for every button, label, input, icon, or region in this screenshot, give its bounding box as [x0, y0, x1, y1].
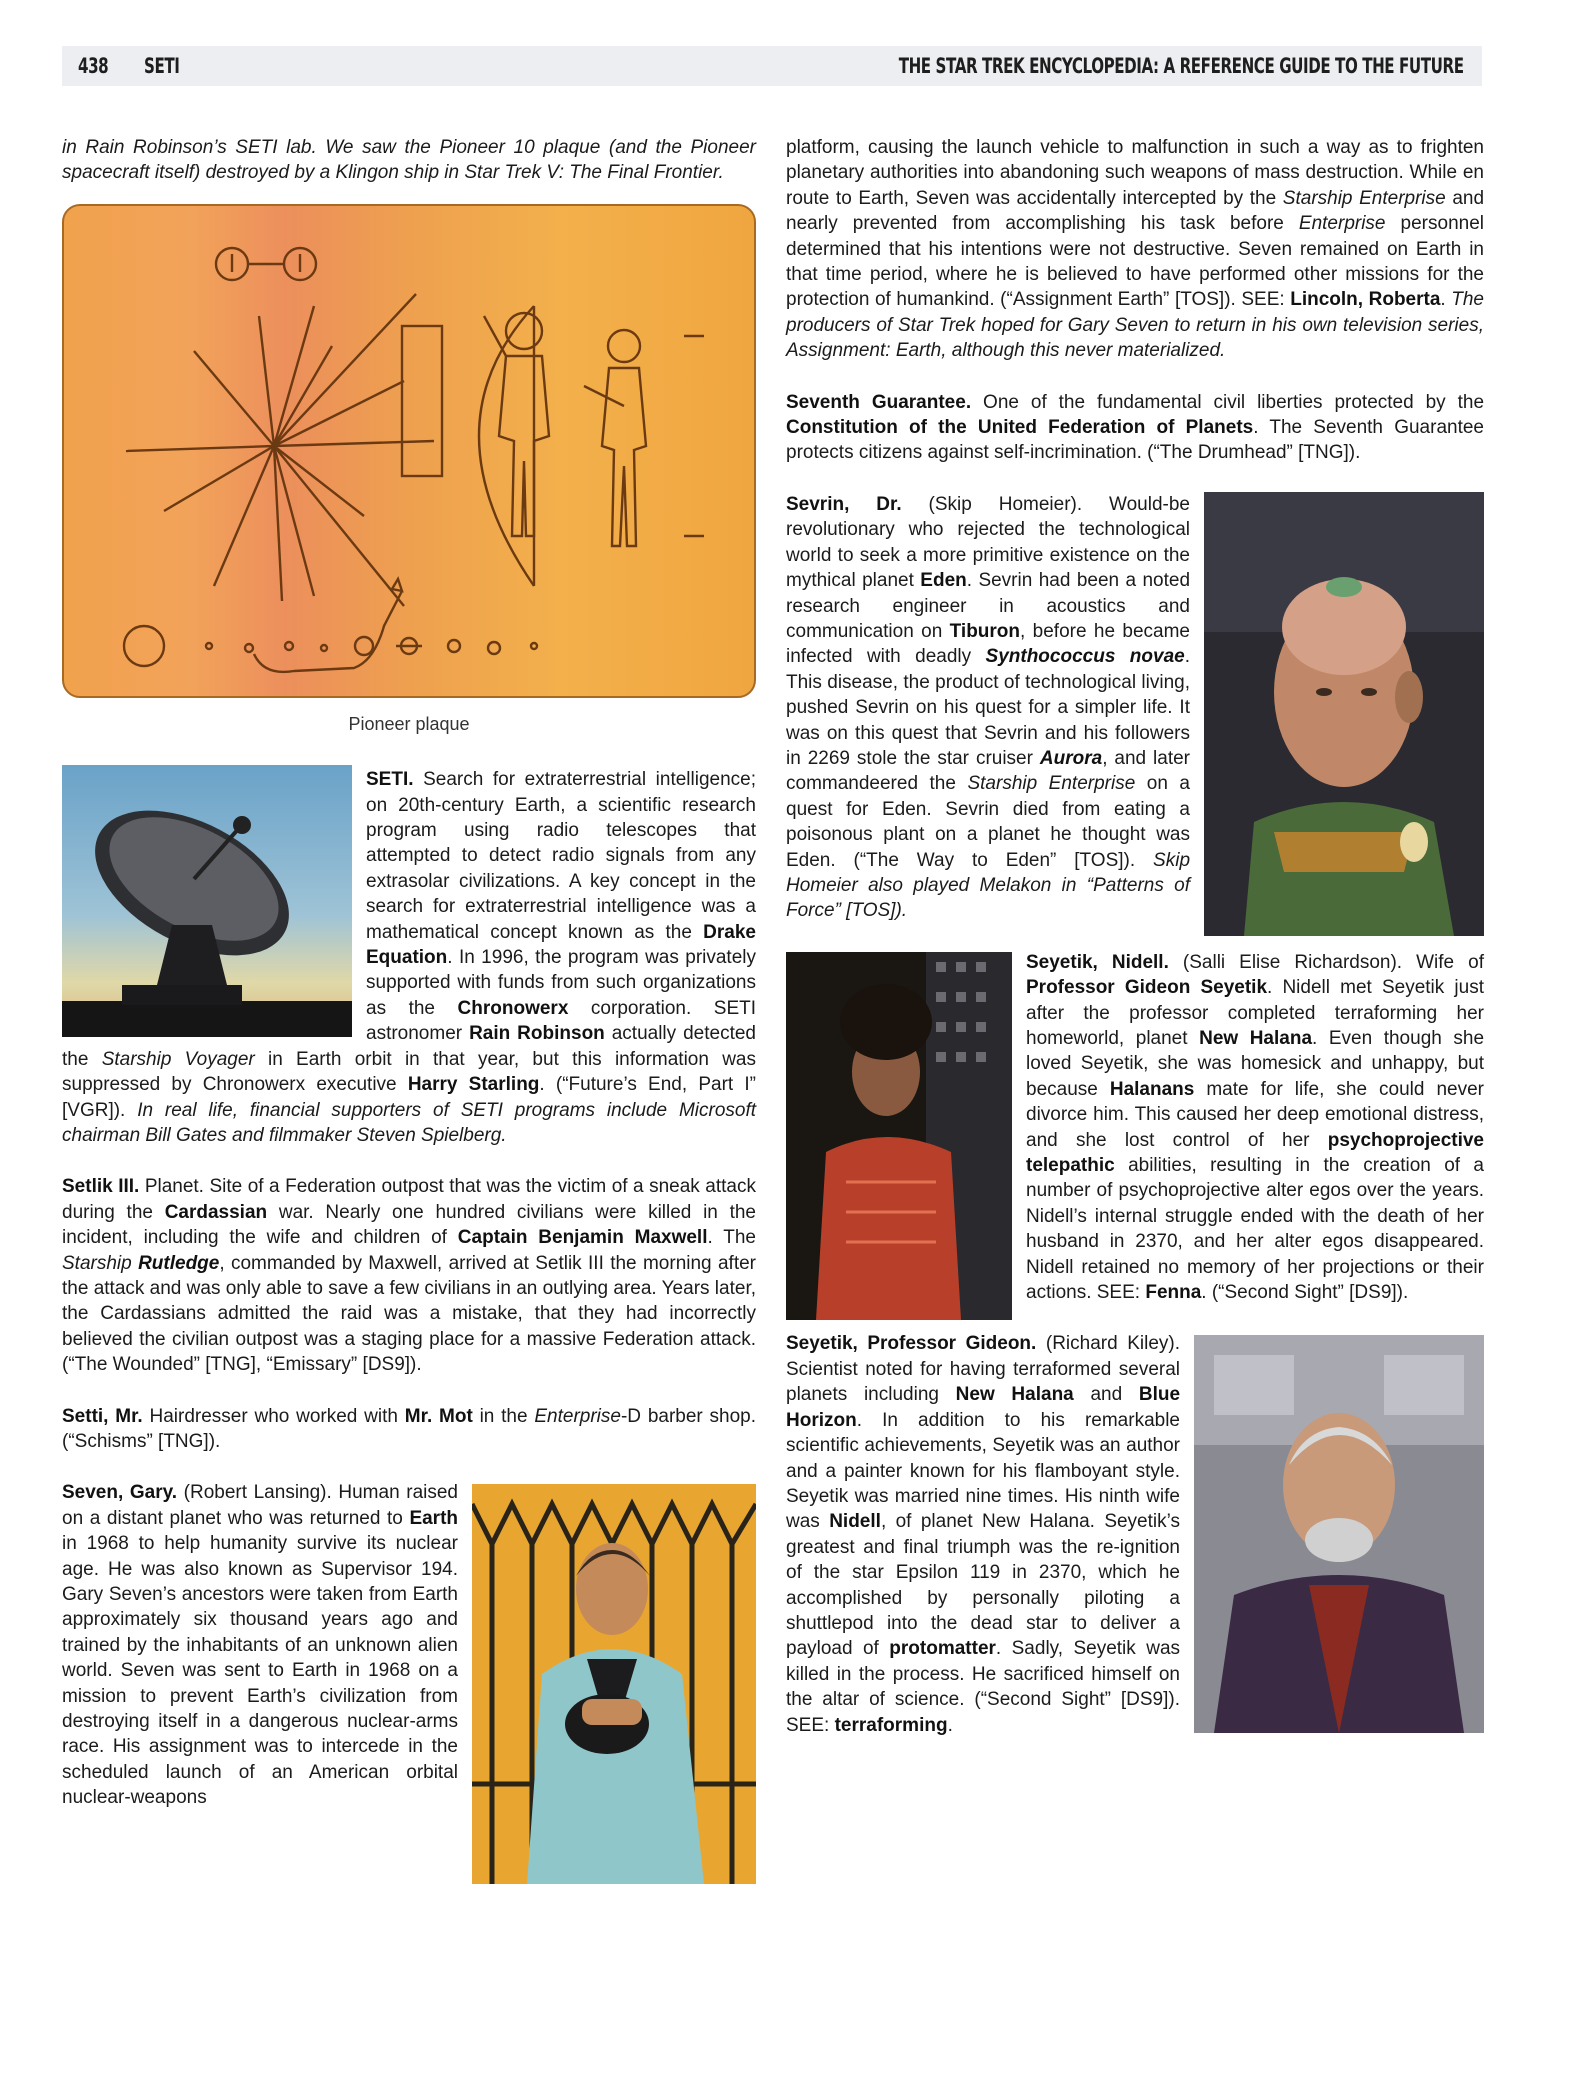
seti-link-drake: Drake Equation	[366, 921, 756, 969]
entry-seven	[62, 1480, 756, 1810]
sevrin-link-tiburon: Tiburon	[949, 620, 1021, 642]
entry-setlik	[62, 1174, 756, 1377]
setlik-term: Setlik III.	[62, 1176, 140, 1198]
seti-link-chronowerx: Chronowerx	[457, 997, 569, 1019]
seven-text-2: in 1968 to help humanity survive its nuclear age. He was also known as Supervisor 194. Gary Seven’s ancestors were taken from Earth approximately six thousand years ago and trained by the inhabitants of an unknown alien world. Seven was sent to Earth in 1968 on a mission to prevent Earth’s civilization from destroying itself in a dangerous nuclear-arms race. His assignment was to intercede in the scheduled launch of an American orbital nuclear-weapons	[62, 1533, 458, 1809]
nidell-photo	[786, 952, 1012, 1320]
nidell-link-fenna: Fenna	[1145, 1282, 1202, 1304]
radio-telescope-photo	[62, 765, 352, 1037]
setlik-text-3: . The	[707, 1227, 756, 1249]
sevrin-note: Skip Homeier also played Melakon in “Patterns of Force” [TOS]).	[786, 849, 1191, 922]
seti-ital-voyager: Starship Voyager	[101, 1048, 255, 1070]
seti-text-1: Search for extraterrestrial intelligence; on 20th-century Earth, a scientific research program using radio telescopes that attempted to detect radio signals from any extrasolar civilizations. A key concept in the search for extraterrestrial intelligence was a mathematical concept known as the	[366, 769, 756, 943]
intro-paragraph: in Rain Robinson’s SETI lab. We saw the Pioneer 10 plaque (and the Pioneer spacecraft itself) destroyed by a Klingon ship in Star Trek V: The Final Frontier.	[62, 137, 756, 184]
entry-setti	[62, 1404, 756, 1455]
entry-seven-continued	[786, 135, 1484, 364]
entry-gideon	[786, 1331, 1484, 1738]
entry-seti	[62, 767, 756, 1148]
sevrin-term: Sevrin, Dr.	[786, 493, 902, 515]
setlik-ital-starship: Starship	[62, 1252, 132, 1274]
page-number: 438	[78, 54, 109, 78]
gideon-text-4: , of planet New Halana. Seyetik’s greatest and final triumph was the re-ignition of the star Epsilon 119 in 2370, which he accomplished by personally piloting a shuttlepod into the dead star to deliver a payload of	[786, 1511, 1181, 1660]
setti-link-mot: Mr. Mot	[404, 1405, 473, 1427]
setlik-text-2: war. Nearly one hundred civilians were killed in the incident, including the wife and children of	[62, 1201, 757, 1249]
gideon-text-1: (Richard Kiley). Scientist noted for having terraformed several planets including	[786, 1333, 1180, 1406]
setti-text-2: in the	[472, 1405, 528, 1427]
nidell-link-halanans: Halanans	[1109, 1078, 1195, 1100]
setlik-link-maxwell: Captain Benjamin Maxwell	[457, 1227, 708, 1249]
seven-cont-link-lincoln: Lincoln, Roberta	[1290, 289, 1441, 311]
seventh-text-2: . The Seventh Guarantee protects citizens against self-incrimination. (“The Drumhead” [TNG]).	[786, 417, 1484, 464]
nidell-link-gideon: Professor Gideon Seyetik	[1026, 977, 1268, 999]
sevrin-text-5: , and later commandeered the	[786, 747, 1190, 795]
plaque-caption: Pioneer plaque	[348, 713, 470, 734]
gideon-photo	[1194, 1335, 1484, 1733]
sevrin-link-synthococcus: Synthococcus novae	[985, 646, 1185, 668]
gideon-text-2: and	[1073, 1384, 1123, 1406]
gary-seven-photo	[472, 1484, 756, 1884]
seventh-link-constitution: Constitution of the United Federation of Planets	[786, 417, 1254, 439]
seventh-term: Seventh Guarantee.	[786, 391, 972, 413]
sevrin-text-4: . This disease, the product of technological living, pushed Sevrin on his quest for a simpler life. It was on this quest that Sevrin and his followers in 2269 stole the star cruiser	[786, 646, 1190, 769]
sevrin-link-eden: Eden	[920, 570, 967, 592]
nidell-link-psychoprojective: psychoprojective telepathic	[1026, 1129, 1484, 1177]
gideon-link-new-halana: New Halana	[955, 1384, 1074, 1406]
seti-text-4: actually detected the	[62, 1023, 756, 1070]
setti-text-3: -D barber shop. (“Schisms” [TNG]).	[62, 1405, 757, 1452]
gideon-text-3: . In addition to his remarkable scientific achievements, Seyetik was an author and a painter known for his flamboyant style. Seyetik was married nine times. His ninth wife was	[786, 1409, 1180, 1533]
nidell-text-2: . Nidell met Seyetik just after the professor completed terraforming her homeworld, planet	[1026, 977, 1484, 1049]
gideon-text-6: .	[947, 1714, 953, 1736]
section-label: SETI	[144, 54, 180, 78]
nidell-text-3: . Even though she loved Seyetik, she was homesick and unhappy, but because	[1026, 1028, 1485, 1100]
pioneer-plaque-figure	[62, 204, 756, 737]
seti-text-6: . (“Future’s End, Part I” [VGR]).	[62, 1074, 756, 1121]
seven-term: Seven, Gary.	[62, 1482, 178, 1504]
entry-seventh-guarantee	[786, 390, 1484, 466]
nidell-term: Seyetik, Nidell.	[1026, 951, 1169, 973]
nidell-text-1: (Salli Elise Richardson). Wife of	[1182, 951, 1484, 973]
setti-text-1: Hairdresser who worked with	[149, 1405, 398, 1427]
pioneer-plaque-image	[62, 204, 756, 698]
sevrin-text-3: , before he became infected with deadly	[786, 620, 1190, 668]
setlik-text-4: , commanded by Maxwell, arrived at Setlik III the morning after the attack and was only able to save a few civilians in an outlying area. Years later, the Cardassians admitted the raid was a mistake, that they had incorrectly believed the civilian outpost was a staging place for a massive Federation attack. (“The Wounded” [TNG], “Emissary” [DS9]).	[62, 1252, 756, 1376]
seven-cont-text-3: personnel determined that his intentions were not destructive. Seven remained on Earth in that time period, where he is believed to have performed other missions for the protection of humankind. (“Assignment Earth” [TOS]). SEE:	[786, 213, 1484, 311]
seventh-text-1: One of the fundamental civil liberties protected by the	[983, 391, 1485, 413]
gideon-link-nidell: Nidell	[829, 1511, 881, 1533]
seven-cont-note: The producers of Star Trek hoped for Gary Seven to return in his own television series, Assignment: Earth, although this never materialized.	[786, 289, 1484, 362]
seti-text-5: in Earth orbit in that year, but this information was suppressed by Chronowerx executive	[62, 1048, 756, 1096]
nidell-text-4: mate for life, she could never divorce him. This caused her deep emotional distress, and she lost control of her	[1026, 1078, 1484, 1151]
gideon-term: Seyetik, Professor Gideon.	[786, 1333, 1037, 1355]
seven-cont-text-1: platform, causing the launch vehicle to malfunction in such a way as to frighten planetary authorities into abandoning such weapons of mass destruction. While en route to Earth, Seven was accidentally intercepted by the	[786, 137, 1484, 209]
setti-ital-enterprise: Enterprise	[534, 1405, 621, 1427]
left-column	[62, 135, 756, 1890]
seti-term: SETI.	[366, 769, 414, 791]
gideon-link-terraforming: terraforming	[834, 1714, 948, 1736]
sevrin-ital-enterprise: Starship Enterprise	[967, 773, 1136, 795]
entry-nidell	[786, 950, 1484, 1306]
nidell-text-6: . (“Second Sight” [DS9]).	[1201, 1282, 1409, 1304]
nidell-text-5: abilities, resulting in the creation of a number of psychoprojective alter egos over the years. Nidell’s internal struggle ended with the death of her husband in 2370, and her alter egos disappeared. Nidell retained no memory of her projections or their actions. SEE:	[1026, 1155, 1484, 1304]
setlik-link-cardassian: Cardassian	[164, 1201, 268, 1223]
entry-sevrin	[786, 492, 1484, 924]
seti-link-starling: Harry Starling	[407, 1074, 540, 1096]
seti-text-3: corporation. SETI astronomer	[366, 997, 757, 1045]
gideon-link-blue-horizon: Blue Horizon	[786, 1384, 1181, 1431]
seven-cont-ital-1: Starship Enterprise	[1282, 187, 1446, 209]
seti-note: In real life, financial supporters of SETI programs include Microsoft chairman Bill Gates and filmmaker Steven Spielberg.	[62, 1099, 757, 1146]
sevrin-link-aurora: Aurora	[1039, 747, 1103, 769]
seven-cont-text-4: .	[1440, 289, 1446, 311]
gideon-link-protomatter: protomatter	[889, 1638, 996, 1660]
sevrin-text-1: (Skip Homeier). Would-be revolutionary who rejected the technological world to seek a more primitive existence on the mythical planet	[786, 493, 1190, 592]
sevrin-text-2: . Sevrin had been a noted research engineer in acoustics and communication on	[786, 570, 1191, 642]
seven-cont-ital-2: Enterprise	[1298, 213, 1386, 235]
right-column	[786, 135, 1484, 1764]
nidell-link-new-halana: New Halana	[1199, 1028, 1313, 1049]
gideon-text-5: . Sadly, Seyetik was killed in the process. He sacrificed himself on the altar of science. (“Second Sight” [DS9]). SEE:	[786, 1638, 1181, 1736]
seti-text-2: . In 1996, the program was privately supported with funds from such organizations as the	[366, 947, 756, 1019]
running-header	[62, 46, 1482, 86]
seven-cont-text-2: and nearly prevented from accomplishing his task before	[786, 187, 1485, 235]
seti-link-robinson: Rain Robinson	[469, 1023, 605, 1045]
book-title: THE STAR TREK ENCYCLOPEDIA: A REFERENCE GUIDE TO THE FUTURE	[899, 54, 1464, 78]
pioneer-plaque-drawing	[64, 206, 754, 696]
sevrin-text-6: on a quest for Eden. Sevrin died from eating a poisonous plant on a planet he thought was Eden. (“The Way to Eden” [TOS]).	[786, 773, 1191, 871]
sevrin-photo	[1204, 492, 1484, 936]
setti-term: Setti, Mr.	[62, 1405, 143, 1427]
seven-link-earth: Earth	[409, 1507, 459, 1529]
setlik-text-1: Planet. Site of a Federation outpost that was the victim of a sneak attack during the	[62, 1176, 756, 1223]
seven-text-1: (Robert Lansing). Human raised on a distant planet who was returned to	[62, 1482, 458, 1529]
setlik-link-rutledge: Rutledge	[138, 1252, 220, 1274]
